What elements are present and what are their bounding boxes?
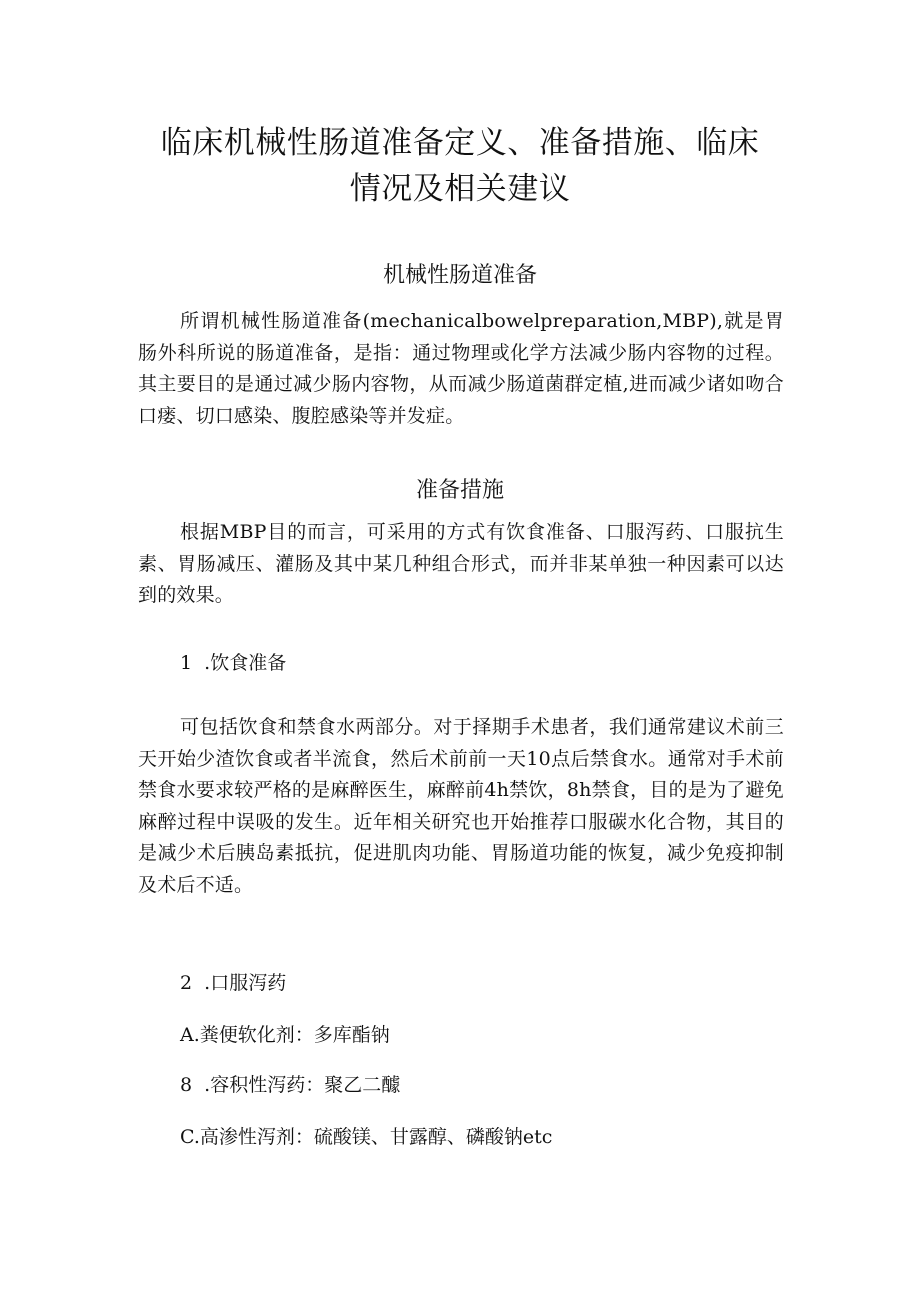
document-title-line-1: 临床机械性肠道准备定义、准备措施、临床 bbox=[160, 125, 760, 161]
paragraph-measures: 根据MBP目的而言，可采用的方式有饮食准备、口服泻药、口服抗生素、胃肠减压、灌肠及其中某几种组合形式，而并非某单独一种因素可以达到的效果。 bbox=[138, 521, 784, 606]
item-osmotic-laxative: C.高渗性泻剂：硫酸镁、甘露醇、磷酸钠etc bbox=[180, 1126, 553, 1148]
document-title-line-2: 情况及相关建议 bbox=[349, 171, 571, 207]
section-heading-measures: 准备措施 bbox=[415, 478, 504, 503]
paragraph-mbp-definition: 所谓机械性肠道准备(mechanicalbowelpreparation,MBP),就是胃肠外科所说的肠道准备，是指：通过物理或化学方法减少肠内容物的过程。其主要目的是通过减少肠内容物，从而减少肠道菌群定植,进而减少诸如吻合口瘘、切口感染、腹腔感染等并发症。 bbox=[138, 310, 784, 427]
item-diet-preparation-title: 1 .饮食准备 bbox=[180, 652, 287, 674]
item-stool-softener: A.粪便软化剂：多库酯钠 bbox=[180, 1024, 390, 1046]
item-bulk-laxative: 8 .容积性泻药：聚乙二醵 bbox=[180, 1074, 401, 1096]
section-heading-mbp: 机械性肠道准备 bbox=[382, 263, 537, 288]
paragraph-diet-preparation: 可包括饮食和禁食水两部分。对于择期手术患者，我们通常建议术前三天开始少渣饮食或者半流食，然后术前前一天10点后禁食水。通常对手术前禁食水要求较严格的是麻醉医生，麻醉前4h禁饮，8h禁食，目的是为了避免麻醉过程中误吸的发生。近年相关研究也开始推荐口服碳水化合物，其目的是减少术后胰岛素抵抗，促进肌肉功能、胃肠道功能的恢复，减少免疫抑制及术后不适。 bbox=[138, 716, 784, 896]
item-oral-laxative-title: 2 .口服泻药 bbox=[180, 972, 287, 994]
